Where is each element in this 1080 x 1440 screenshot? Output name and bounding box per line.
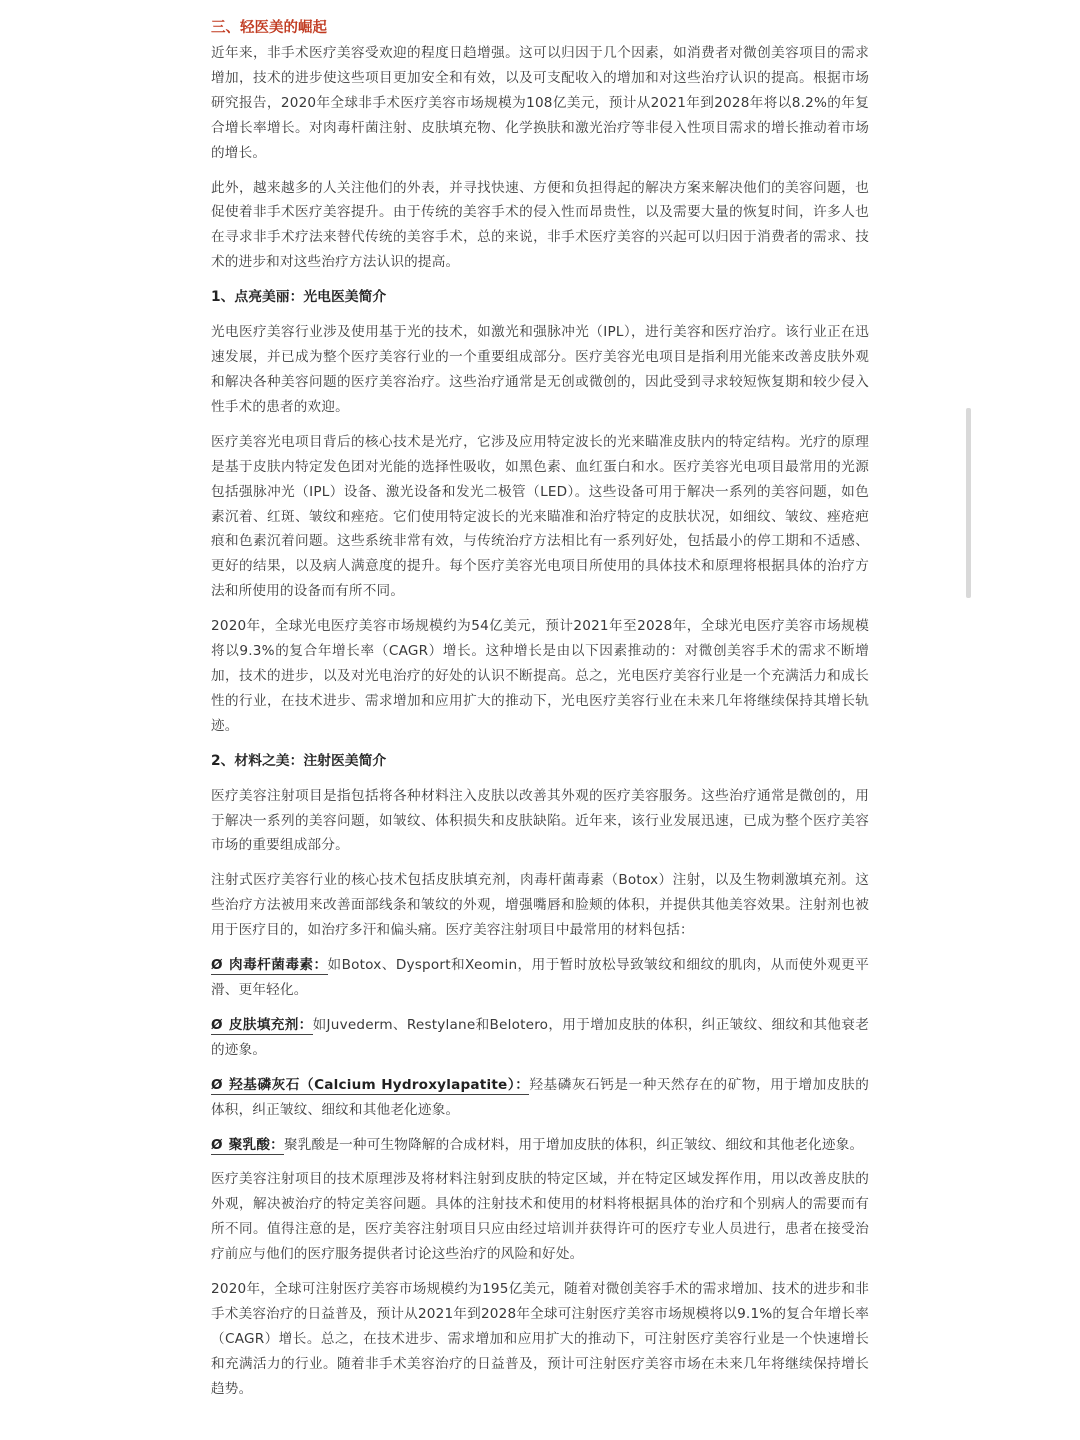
- bullet-mark: Ø: [211, 1076, 223, 1093]
- list-text: 如Botox、Dysport和Xeomin，用于暂时放松导致皱纹和细纹的肌肉，从而使外观更平滑、更年轻化。: [211, 957, 869, 998]
- paragraph: 医疗美容注射项目是指包括将各种材料注入皮肤以改善其外观的医疗美容服务。这些治疗通常是微创的，用于解决一系列的美容问题，如皱纹、体积损失和皮肤缺陷。近年来，该行业发展迅速，已成为整个医疗美容市场的重要组成部分。: [211, 787, 869, 854]
- paragraph: 2020年，全球可注射医疗美容市场规模约为195亿美元，随着对微创美容手术的需求增加、技术的进步和非手术美容治疗的日益普及，预计从2021年到2028年全球可注射医疗美容市场规模将以9.1%的复合年增长率（CAGR）增长。总之，在技术进步、需求增加和应用扩大的推动下，可注射医疗美容行业是一个快速增长和充满活力的行业。随着非手术美容治疗的日益普及，预计可注射医疗美容市场在未来几年将继续保持增长趋势。: [211, 1281, 869, 1397]
- paragraph: 近年来，非手术医疗美容受欢迎的程度日趋增强。这可以归因于几个因素，如消费者对微创美容项目的需求增加，技术的进步使这些项目更加安全和有效，以及可支配收入的增加和对这些治疗认识的提高。根据市场研究报告，2020年全球非手术医疗美容市场规模为108亿美元，预计从2021年到2028年将以8.2%的年复合增长率增长。对肉毒杆菌注射、皮肤填充物、化学换肤和激光治疗等非侵入性项目需求的增长推动着市场的增长。: [211, 45, 869, 161]
- paragraph: 医疗美容光电项目背后的核心技术是光疗，它涉及应用特定波长的光来瞄准皮肤内的特定结构。光疗的原理是基于皮肤内特定发色团对光能的选择性吸收，如黑色素、血红蛋白和水。医疗美容光电项目最常用的光源包括强脉冲光（IPL）设备、激光设备和发光二极管（LED）。这些设备可用于解决一系列的美容问题，如色素沉着、红斑、皱纹和痤疮。它们使用特定波长的光来瞄准和治疗特定的皮肤状况，如细纹、皱纹、痤疮疤痕和色素沉着问题。这些系统非常有效，与传统治疗方法相比有一系列好处，包括最小的停工期和不适感、更好的结果，以及病人满意度的提升。每个医疗美容光电项目所使用的具体技术和原理将根据具体的治疗方法和所使用的设备而有所不同。: [211, 433, 869, 600]
- list-item: [211, 953, 869, 1003]
- term-text: 羟基磷灰石（Calcium Hydroxylapatite）：: [228, 1076, 530, 1093]
- term-text: 聚乳酸：: [228, 1136, 284, 1153]
- term-text: 肉毒杆菌毒素：: [228, 957, 328, 974]
- list-text: 羟基磷灰石钙是一种天然存在的矿物，用于增加皮肤的体积，纠正皱纹、细纹和其他老化迹象。: [211, 1076, 869, 1118]
- section-title: 三、轻医美的崛起: [211, 20, 327, 36]
- paragraph: 此外，越来越多的人关注他们的外表，并寻找快速、方便和负担得起的解决方案来解决他们的美容问题，也促使着非手术医疗美容提升。由于传统的美容手术的侵入性而昂贵性，以及需要大量的恢复时间，许多人也在寻求非手术疗法来替代传统的美容手术，总的来说，非手术医疗美容的兴起可以归因于消费者的需求、技术的进步和对这些治疗方法认识的提高。: [211, 179, 869, 271]
- scrollbar-thumb[interactable]: [966, 408, 971, 598]
- paragraph: 医疗美容注射项目的技术原理涉及将材料注射到皮肤的特定区域，并在特定区域发挥作用，用以改善皮肤的外观，解决被治疗的特定美容问题。具体的注射技术和使用的材料将根据具体的治疗和个别病人的需要而有所不同。值得注意的是，医疗美容注射项目只应由经过培训并获得许可的医疗专业人员进行，患者在接受治疗前应与他们的医疗服务提供者讨论这些治疗的风险和好处。: [211, 1171, 869, 1263]
- list-text: 如Juvederm、Restylane和Belotero，用于增加皮肤的体积，纠正皱纹、细纹和其他衰老的迹象。: [211, 1016, 869, 1058]
- bullet-mark: Ø: [211, 957, 223, 974]
- bullet-mark: Ø: [211, 1016, 223, 1033]
- list-term: [211, 1077, 529, 1095]
- list-item: [211, 1073, 869, 1123]
- list-item: [211, 1013, 869, 1063]
- paragraph: 注射式医疗美容行业的核心技术包括皮肤填充剂，肉毒杆菌毒素（Botox）注射，以及生物刺激填充剂。这些治疗方法被用来改善面部线条和皱纹的外观，增强嘴唇和脸颊的体积，并提供其他美容效果。注射剂也被用于医疗目的，如治疗多汗和偏头痛。医疗美容注射项目中最常用的材料包括：: [211, 872, 869, 939]
- paragraph: 2020年，全球光电医疗美容市场规模约为54亿美元，预计2021年至2028年，全球光电医疗美容市场规模将以9.3%的复合年增长率（CAGR）增长。这种增长是由以下因素推动的：对微创美容手术的需求不断增加，技术的进步，以及对光电治疗的好处的认识不断提高。总之，光电医疗美容行业是一个充满活力和成长性的行业，在技术进步、需求增加和应用扩大的推动下，光电医疗美容行业在未来几年将继续保持其增长轨迹。: [211, 618, 869, 734]
- list-term: [211, 957, 328, 975]
- list-term: [211, 1137, 284, 1155]
- list-text: 聚乳酸是一种可生物降解的合成材料，用于增加皮肤的体积，纠正皱纹、细纹和其他老化迹象。: [283, 1136, 864, 1153]
- subsection-title: 2、材料之美：注射医美简介: [211, 752, 387, 769]
- bullet-mark: Ø: [211, 1136, 223, 1153]
- subsection-title: 1、点亮美丽：光电医美简介: [211, 289, 387, 306]
- list-item: [211, 1133, 869, 1158]
- paragraph: 光电医疗美容行业涉及使用基于光的技术，如激光和强脉冲光（IPL），进行美容和医疗治疗。该行业正在迅速发展，并已成为整个医疗美容行业的一个重要组成部分。医疗美容光电项目是指利用光能来改善皮肤外观和解决各种美容问题的医疗美容治疗。这些治疗通常是无创或微创的，因此受到寻求较短恢复期和较少侵入性手术的患者的欢迎。: [211, 324, 869, 415]
- list-term: [211, 1017, 313, 1035]
- article-body: [211, 16, 869, 1412]
- term-text: 皮肤填充剂：: [228, 1016, 313, 1033]
